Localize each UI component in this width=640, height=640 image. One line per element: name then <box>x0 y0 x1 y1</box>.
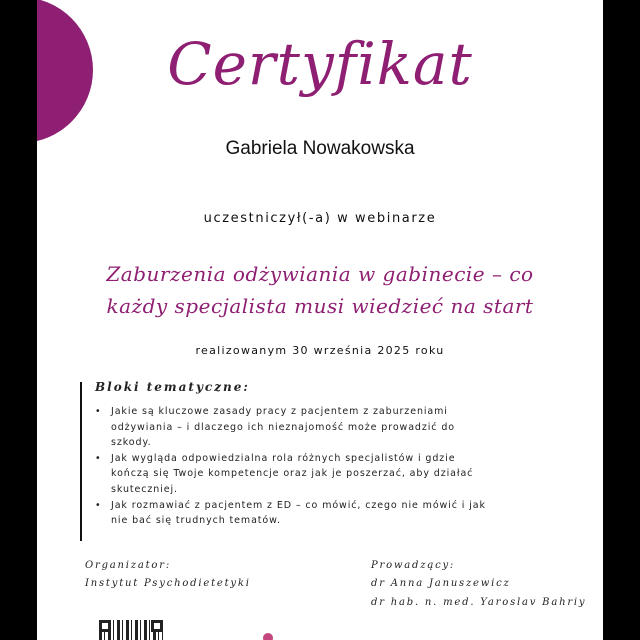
thematic-blocks-list <box>95 404 497 529</box>
qr-code-icon[interactable] <box>99 620 163 640</box>
participation-text: uczestniczył(-a) w webinarze <box>203 211 437 226</box>
hosts-label: Prowadzący: <box>371 560 456 571</box>
thematic-block-item: • Jak rozmawiać z pacjentem z ED – co mówić, czego nie mówić i jak nie bać się trudnych tematów. <box>107 498 497 529</box>
thematic-blocks-heading: Bloki tematyczne: <box>95 380 250 394</box>
logo-mark-icon <box>263 633 273 640</box>
certificate-title: Certyfikat <box>167 30 473 98</box>
host-name: dr hab. n. med. Yaroslav Bahriy <box>371 597 587 608</box>
thematic-block-item: • Jak wygląda odpowiedzialna rola różnych specjalistów i gdzie kończą się Twoje kompetencje oraz jak je poszerzać, aby działać skuteczniej. <box>107 451 497 498</box>
organizer-name: Instytut Psychodietetyki <box>85 578 251 589</box>
thematic-blocks <box>80 382 502 541</box>
webinar-date: realizowanym 30 września 2025 roku <box>195 344 445 357</box>
organizer-label: Organizator: <box>85 560 171 571</box>
certificate-page <box>37 0 603 640</box>
recipient-name: Gabriela Nowakowska <box>225 138 415 159</box>
webinar-title: Zaburzenia odżywiania w gabinecie – co każdy specjalista musi wiedzieć na start <box>106 262 534 318</box>
thematic-block-item: • Jakie są kluczowe zasady pracy z pacjentem z zaburzeniami odżywiania – i dlaczego ich nieznajomość może prowadzić do szkody. <box>107 404 497 451</box>
host-name: dr Anna Januszewicz <box>371 578 511 589</box>
